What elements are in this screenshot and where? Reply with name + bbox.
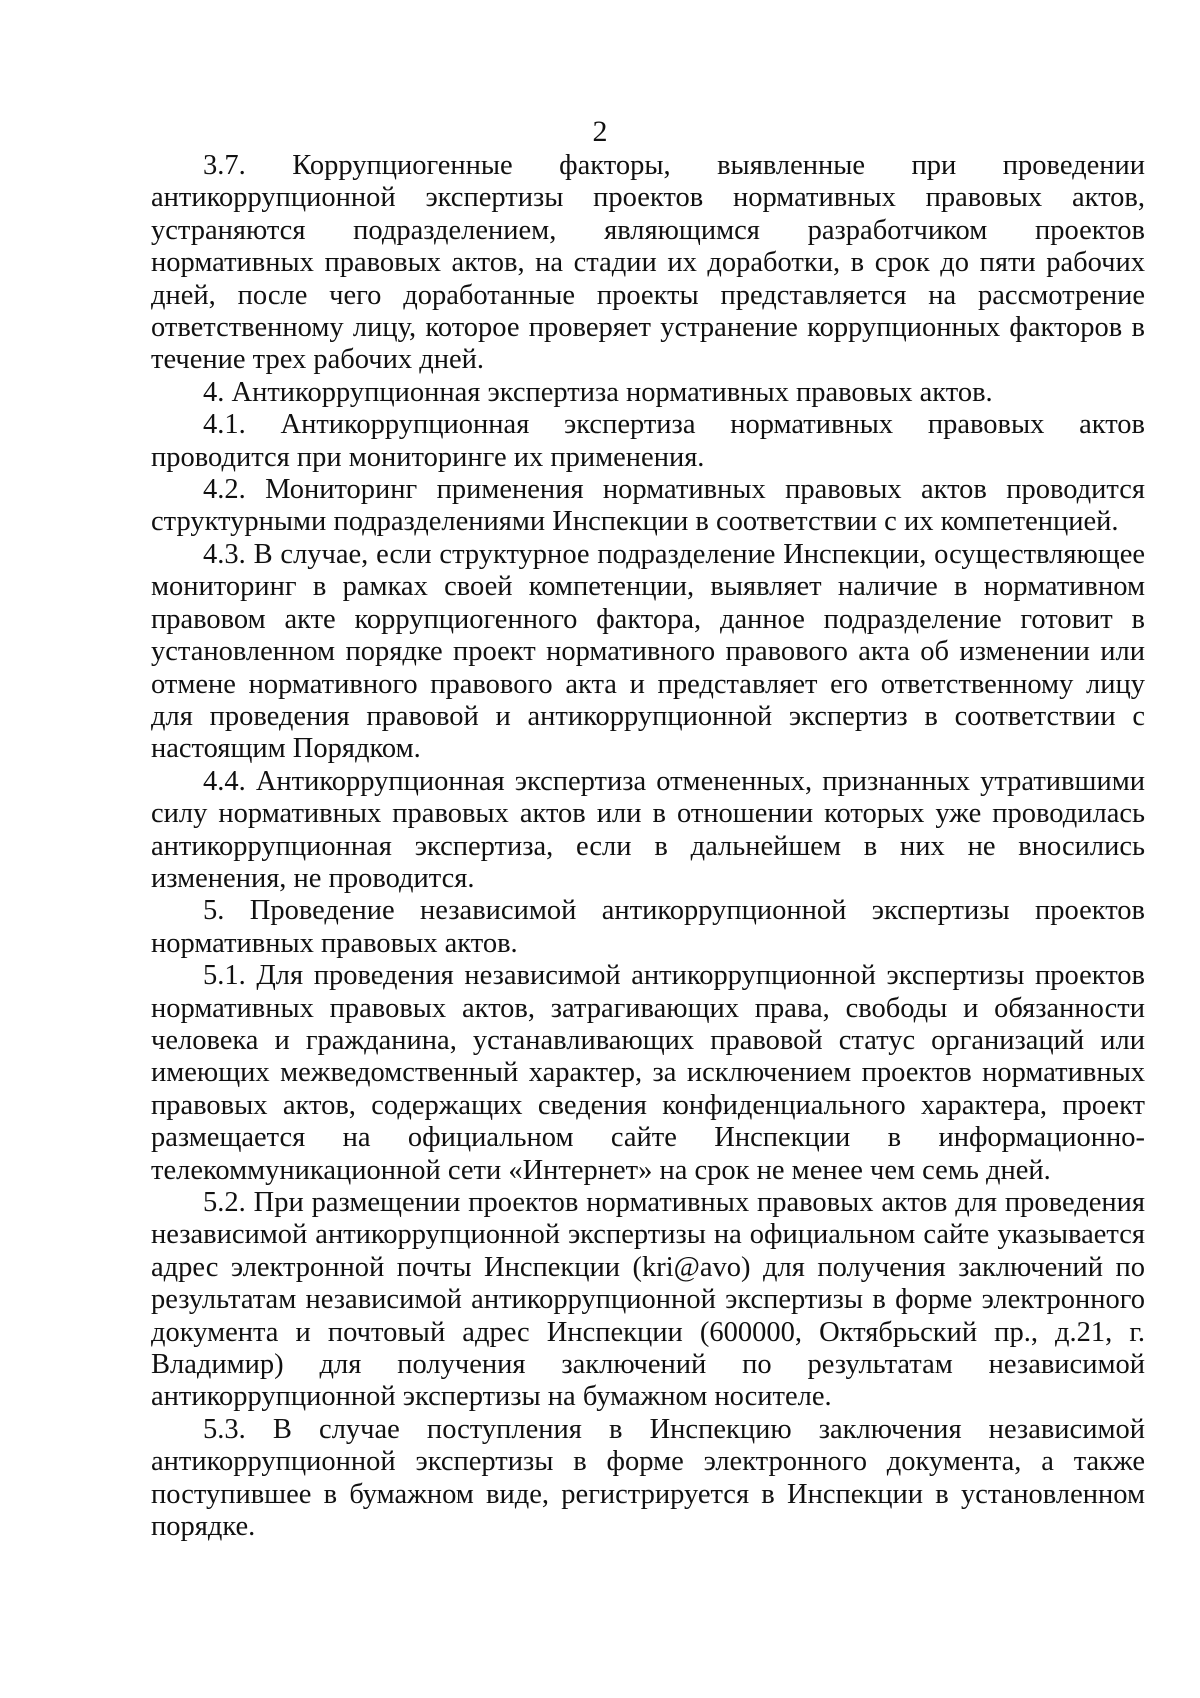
section-heading-5: 5. Проведение независимой антикоррупционной экспертизы проектов нормативных правовых актов. bbox=[151, 895, 1145, 959]
paragraph-4-1: 4.1. Антикоррупционная экспертиза нормативных правовых актов проводится при мониторинге их применения. bbox=[151, 409, 1145, 473]
paragraph-5-2: 5.2. При размещении проектов нормативных правовых актов для проведения независимой антикоррупционной экспертизы на официальном сайте указывается адрес электронной почты Инспекции (kri@avo) для получения заключений по результатам независимой антикоррупционной экспертизы в форме электронного документа и почтовый адрес Инспекции (600000, Октябрьский пр., д.21, г. Владимир) для получения заключений по результатам независимой антикоррупционной экспертизы на бумажном носителе. bbox=[151, 1187, 1145, 1413]
paragraph-4-4: 4.4. Антикоррупционная экспертиза отмененных, признанных утратившими силу нормативных правовых актов или в отношении которых уже проводилась антикоррупционная экспертиза, если в дальнейшем в них не вносились изменения, не проводится. bbox=[151, 765, 1145, 894]
document-body bbox=[151, 150, 1145, 1543]
paragraph-5-3: 5.3. В случае поступления в Инспекцию заключения независимой антикоррупционной экспертизы в форме электронного документа, а также поступившее в бумажном виде, регистрируется в Инспекции в установленном порядке. bbox=[151, 1413, 1145, 1543]
page-number: 2 bbox=[592, 115, 608, 148]
paragraph-3-7: 3.7. Коррупциогенные факторы, выявленные при проведении антикоррупционной экспертизы проектов нормативных правовых актов, устраняются подразделением, являющимся разработчиком проектов нормативных правовых актов, на стадии их доработки, в срок до пяти рабочих дней, после чего доработанные проекты представляется на рассмотрение ответственному лицу, которое проверяет устранение коррупционных факторов в течение трех рабочих дней. bbox=[151, 150, 1145, 376]
section-heading-4: 4. Антикоррупционная экспертиза нормативных правовых актов. bbox=[203, 376, 993, 408]
paragraph-4-3: 4.3. В случае, если структурное подразделение Инспекции, осуществляющее мониторинг в рамках своей компетенции, выявляет наличие в нормативном правовом акте коррупциогенного фактора, данное подразделение готовит в установленном порядке проект нормативного правового акта об изменении или отмене нормативного правового акта и представляет его ответственному лицу для проведения правовой и антикоррупционной экспертиз в соответствии с настоящим Порядком. bbox=[151, 538, 1145, 765]
paragraph-4-2: 4.2. Мониторинг применения нормативных правовых актов проводится структурными подразделениями Инспекции в соответствии с их компетенцией. bbox=[151, 474, 1145, 538]
paragraph-5-1: 5.1. Для проведения независимой антикоррупционной экспертизы проектов нормативных правовых актов, затрагивающих права, свободы и обязанности человека и гражданина, устанавливающих правовой статус организаций или имеющих межведомственный характер, за исключением проектов нормативных правовых актов, содержащих сведения конфиденциального характера, проект размещается на официальном сайте Инспекции в информационно-телекоммуникационной сети «Интернет» на срок не менее чем семь дней. bbox=[151, 960, 1145, 1186]
